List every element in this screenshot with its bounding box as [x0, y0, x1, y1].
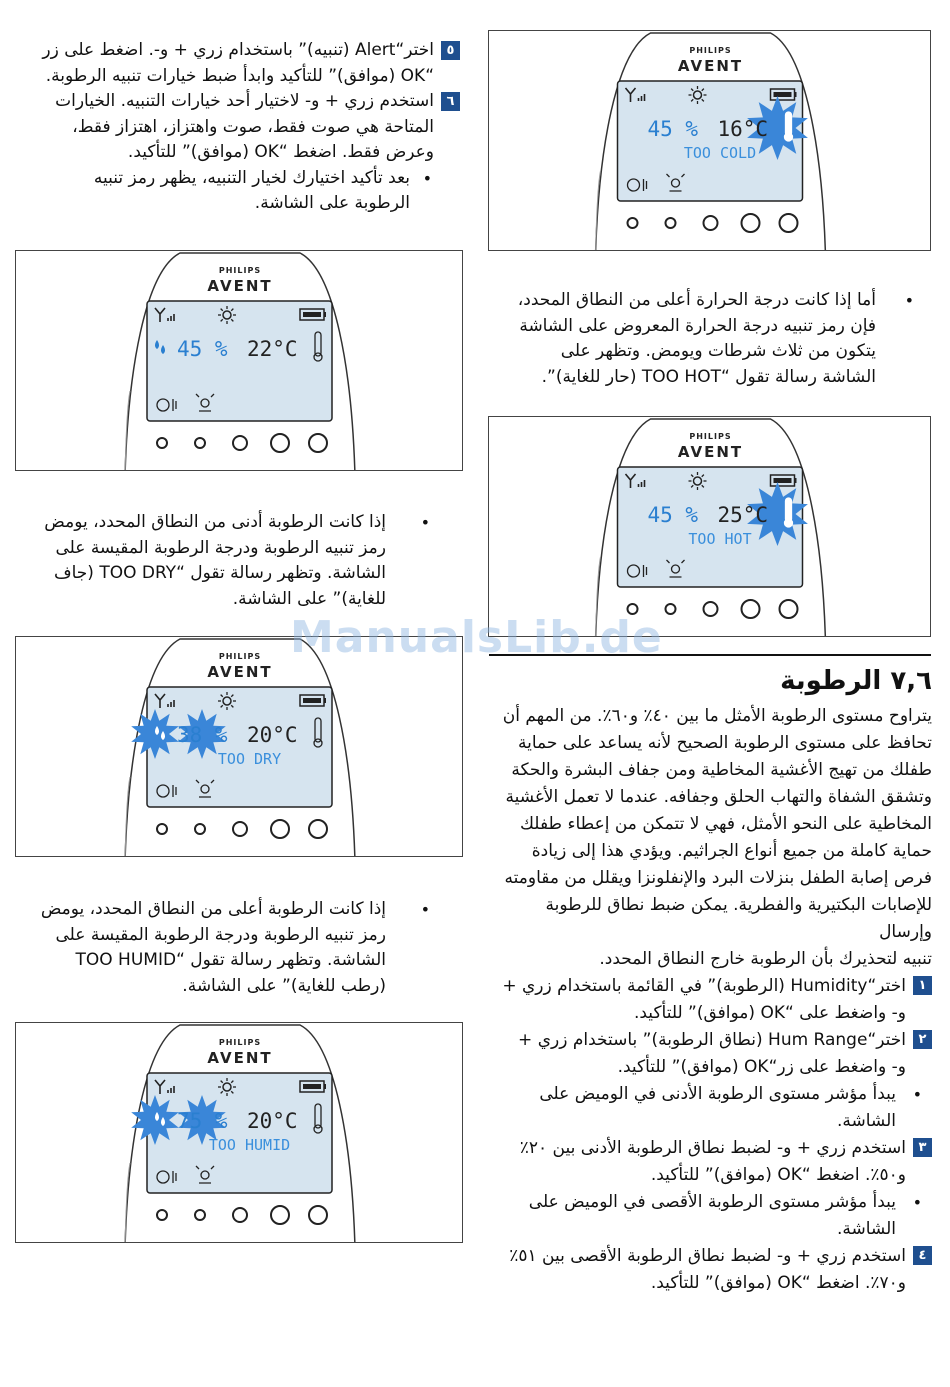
intro-line: تنبيه لتحذيرك بأن الرطوبة خارج النطاق المحدد.: [599, 949, 932, 969]
figure-too-cold: [488, 30, 931, 251]
humidity-reading: 45 %: [647, 503, 699, 527]
battery-fill: [774, 92, 792, 97]
step-5-line-1: اختر“Alert (تنبيه)” باستخدام زري + و-. اضغط على زر: [42, 40, 434, 60]
baby-unit-normal: [16, 251, 463, 471]
baby-unit-hot: [489, 417, 931, 637]
brand-philips: PHILIPS: [218, 1038, 262, 1047]
humidity-reading: 45 %: [647, 117, 699, 141]
hot-line-2: فإن رمز تنبيه درجة الحرارة المعروض على الشاشة: [519, 315, 876, 336]
dry-line-1: إذا كانت الرطوبة أدنى من النطاق المحدد، يومض: [44, 512, 386, 532]
control-button: [309, 1206, 327, 1224]
step-2-line-1: اختر“Hum Range (نطاق الرطوبة)” باستخدام زري +: [518, 1030, 906, 1050]
bullet-mark: •: [904, 291, 914, 310]
control-button: [195, 1210, 205, 1220]
temperature-reading: 20°C: [247, 723, 298, 747]
status-message: TOO HUMID: [208, 1136, 291, 1154]
hot-bullet: [510, 288, 914, 390]
top-bullet-line-1: بعد تأكيد اختيارك لخيار التنبيه، يظهر رمز تنبيه: [93, 167, 410, 188]
step-number-2: ٢: [913, 1030, 932, 1049]
control-button: [780, 600, 798, 618]
temperature-reading: 20°C: [247, 1109, 298, 1133]
battery-fill: [303, 1084, 321, 1089]
hot-line-4: الشاشة رسالة تقول “TOO HOT (حار للغاية)”.: [541, 366, 876, 387]
temperature-reading: 22°C: [247, 337, 298, 361]
intro-line: وتشقق الشفاة والتهاب الحلق وجفافه. عندما لا تعمل الأغشية: [505, 787, 932, 807]
brand-avent: AVENT: [207, 663, 273, 681]
brand-philips: PHILIPS: [218, 266, 262, 275]
dry-line-4: للغاية)” على الشاشة.: [232, 588, 386, 609]
watermark: ManualsLib.de: [290, 612, 663, 663]
control-button: [195, 824, 205, 834]
hot-line-1: أما إذا كانت درجة الحرارة أعلى من النطاق المحدد،: [517, 290, 876, 310]
bullet-mark: •: [420, 900, 430, 919]
step-3-bullet-line-2: الشاشة.: [836, 1219, 896, 1239]
control-button: [780, 214, 798, 232]
section-intro: [492, 703, 932, 973]
control-button: [628, 218, 638, 228]
step-2: [492, 1027, 932, 1081]
control-button: [742, 600, 760, 618]
battery-tip: [795, 92, 797, 97]
battery-fill: [303, 312, 321, 317]
brand-philips: PHILIPS: [218, 652, 262, 661]
step-6-line-2: المتاحة هي صوت فقط، صوت واهتزاز، اهتزاز فقط،: [72, 116, 434, 137]
control-button: [271, 434, 289, 452]
brand-avent: AVENT: [677, 443, 744, 461]
humidity-reading: 45 %: [177, 337, 228, 361]
brand-avent: AVENT: [207, 1049, 273, 1067]
control-button: [233, 822, 247, 836]
bullet-mark: •: [912, 1193, 922, 1212]
step-1-line-2: و- واضغط على “OK (موافق)” للتأكيد.: [633, 1003, 906, 1023]
humid-bullet: [10, 897, 430, 999]
brand-avent: AVENT: [677, 57, 744, 75]
temperature-reading: 25°C: [717, 503, 769, 527]
intro-line: المخاطية على النحو الأمثل، فهي لا تتمكن من إعطاء طفلك: [519, 814, 932, 834]
humid-line-2: رمز تنبيه الرطوبة ودرجة الرطوبة المقيسة على: [55, 924, 386, 945]
bullet-mark: •: [422, 168, 432, 188]
intro-line: فرص إصابة الطفل بنزلات البرد والإنفلونزا ويقلل من مقاومته: [504, 868, 932, 888]
step-number-1: ١: [913, 976, 932, 995]
top-steps-block: [20, 38, 460, 217]
step-5: [20, 38, 460, 89]
battery-fill: [774, 478, 792, 483]
bullet-mark: •: [420, 513, 430, 532]
bullet-mark: •: [912, 1085, 922, 1104]
thermometer-bulb: [785, 133, 793, 141]
step-1-line-1: اختر“Humidity (الرطوبة)” في القائمة باستخدام زري +: [502, 976, 906, 996]
intro-line: تحافظ على مستوى الرطوبة الصحيح لأنه يساعد على حماية: [518, 733, 932, 753]
control-button: [271, 820, 289, 838]
status-message: TOO COLD: [683, 144, 757, 162]
control-button: [271, 1206, 289, 1224]
step-6-line-1: استخدم زري + و- لاختيار أحد خيارات التنبيه. الخيارات: [55, 91, 434, 111]
step-1: [492, 973, 932, 1027]
battery-fill: [303, 698, 321, 703]
intro-line: حماية كاملة من جميع أنواع الجراثيم. ويؤدي هذا إلى زيادة: [531, 841, 932, 861]
step-number-4: ٤: [913, 1246, 932, 1265]
control-button: [157, 438, 167, 448]
step-4-line-2: و٧٠٪. اضغط “OK (موافق)” للتأكيد.: [650, 1273, 906, 1293]
figure-too-hot: [488, 416, 931, 637]
section-title: ٧,٦ الرطوبة: [780, 666, 932, 696]
humid-line-1: إذا كانت الرطوبة أعلى من النطاق المحدد، يومض: [40, 899, 386, 919]
humidity-reading: 75 %: [177, 1109, 228, 1133]
battery-tip: [324, 698, 326, 703]
baby-unit-dry: [16, 637, 463, 857]
thermometer-bulb: [785, 519, 793, 527]
control-button: [666, 218, 676, 228]
battery-tip: [795, 478, 797, 483]
step-2-bullet: [492, 1081, 932, 1135]
control-button: [704, 216, 718, 230]
dry-bullet: [10, 510, 430, 612]
control-button: [309, 434, 327, 452]
figure-too-humid: [15, 1022, 463, 1243]
step-3-bullet: [492, 1189, 932, 1243]
step-3-line-1: استخدم زري + و- لضبط نطاق الرطوبة الأدنى بين ٢٠٪: [519, 1138, 906, 1158]
status-message: TOO DRY: [217, 750, 282, 768]
humid-line-3: الشاشة. وتظهر رسالة تقول “TOO HUMID: [75, 950, 386, 970]
step-2-bullet-line-2: الشاشة.: [836, 1111, 896, 1131]
intro-line: يتراوح مستوى الرطوبة الأمثل ما بين ٤٠٪ و٦٠٪. من المهم أن: [502, 706, 932, 726]
control-button: [666, 604, 676, 614]
control-button: [157, 824, 167, 834]
control-button: [704, 602, 718, 616]
intro-line: طفلك من تهيج الأغشية المخاطية ومن جفاف البشرة والحكة: [511, 760, 932, 780]
step-3-bullet-line-1: يبدأ مؤشر مستوى الرطوبة الأقصى في الوميض على: [528, 1192, 896, 1212]
control-button: [157, 1210, 167, 1220]
dry-line-3: الشاشة. وتظهر رسالة تقول “TOO DRY (جاف: [53, 563, 386, 583]
baby-unit-humid: [16, 1023, 463, 1243]
baby-unit-cold: [489, 31, 931, 251]
top-bullet: [20, 166, 460, 217]
brand-philips: PHILIPS: [689, 46, 732, 55]
brand-avent: AVENT: [207, 277, 273, 295]
step-4: [492, 1243, 932, 1297]
step-6-line-3: وعرض فقط. اضغط “OK (موافق)” للتأكيد.: [127, 142, 434, 162]
figure-normal: [15, 250, 463, 471]
step-2-bullet-line-1: يبدأ مؤشر مستوى الرطوبة الأدنى في الوميض على: [539, 1084, 896, 1104]
step-5-line-2: “OK (موافق)” للتأكيد وابدأ ضبط خيارات تنبيه الرطوبة.: [45, 65, 434, 86]
section-body: [492, 703, 932, 1297]
top-bullet-line-2: الرطوبة على الشاشة.: [254, 193, 410, 213]
battery-tip: [324, 312, 326, 317]
control-button: [233, 436, 247, 450]
hot-line-3: يتكون من ثلاث شرطات ويومض. وتظهر على: [560, 341, 876, 361]
step-number-3: ٣: [913, 1138, 932, 1157]
status-message: TOO HOT: [688, 530, 752, 548]
step-number-5: ٥: [441, 41, 460, 60]
figure-too-dry: [15, 636, 463, 857]
control-button: [195, 438, 205, 448]
humidity-reading: 38 %: [177, 723, 228, 747]
control-button: [742, 214, 760, 232]
dry-line-2: رمز تنبيه الرطوبة ودرجة الرطوبة المقيسة على: [55, 537, 386, 558]
step-3-line-2: و٥٠٪. اضغط “OK (موافق)” للتأكيد.: [650, 1165, 906, 1185]
intro-line: للإصابات البكتيرية والفطرية. يمكن ضبط نطاق للرطوبة وإرسال: [545, 895, 932, 942]
humid-line-4: (رطب للغاية)” على الشاشة.: [182, 975, 386, 996]
brand-philips: PHILIPS: [689, 432, 732, 441]
temperature-reading: 16°C: [717, 117, 769, 141]
step-number-6: ٦: [441, 92, 460, 111]
step-4-line-1: استخدم زري + و- لضبط نطاق الرطوبة الأقصى بين ٥١٪: [509, 1246, 906, 1266]
control-button: [309, 820, 327, 838]
battery-tip: [324, 1084, 326, 1089]
step-3: [492, 1135, 932, 1189]
step-6: [20, 89, 460, 166]
control-button: [233, 1208, 247, 1222]
step-2-line-2: و- واضغط على زر“OK (موافق)” للتأكيد.: [617, 1057, 906, 1077]
